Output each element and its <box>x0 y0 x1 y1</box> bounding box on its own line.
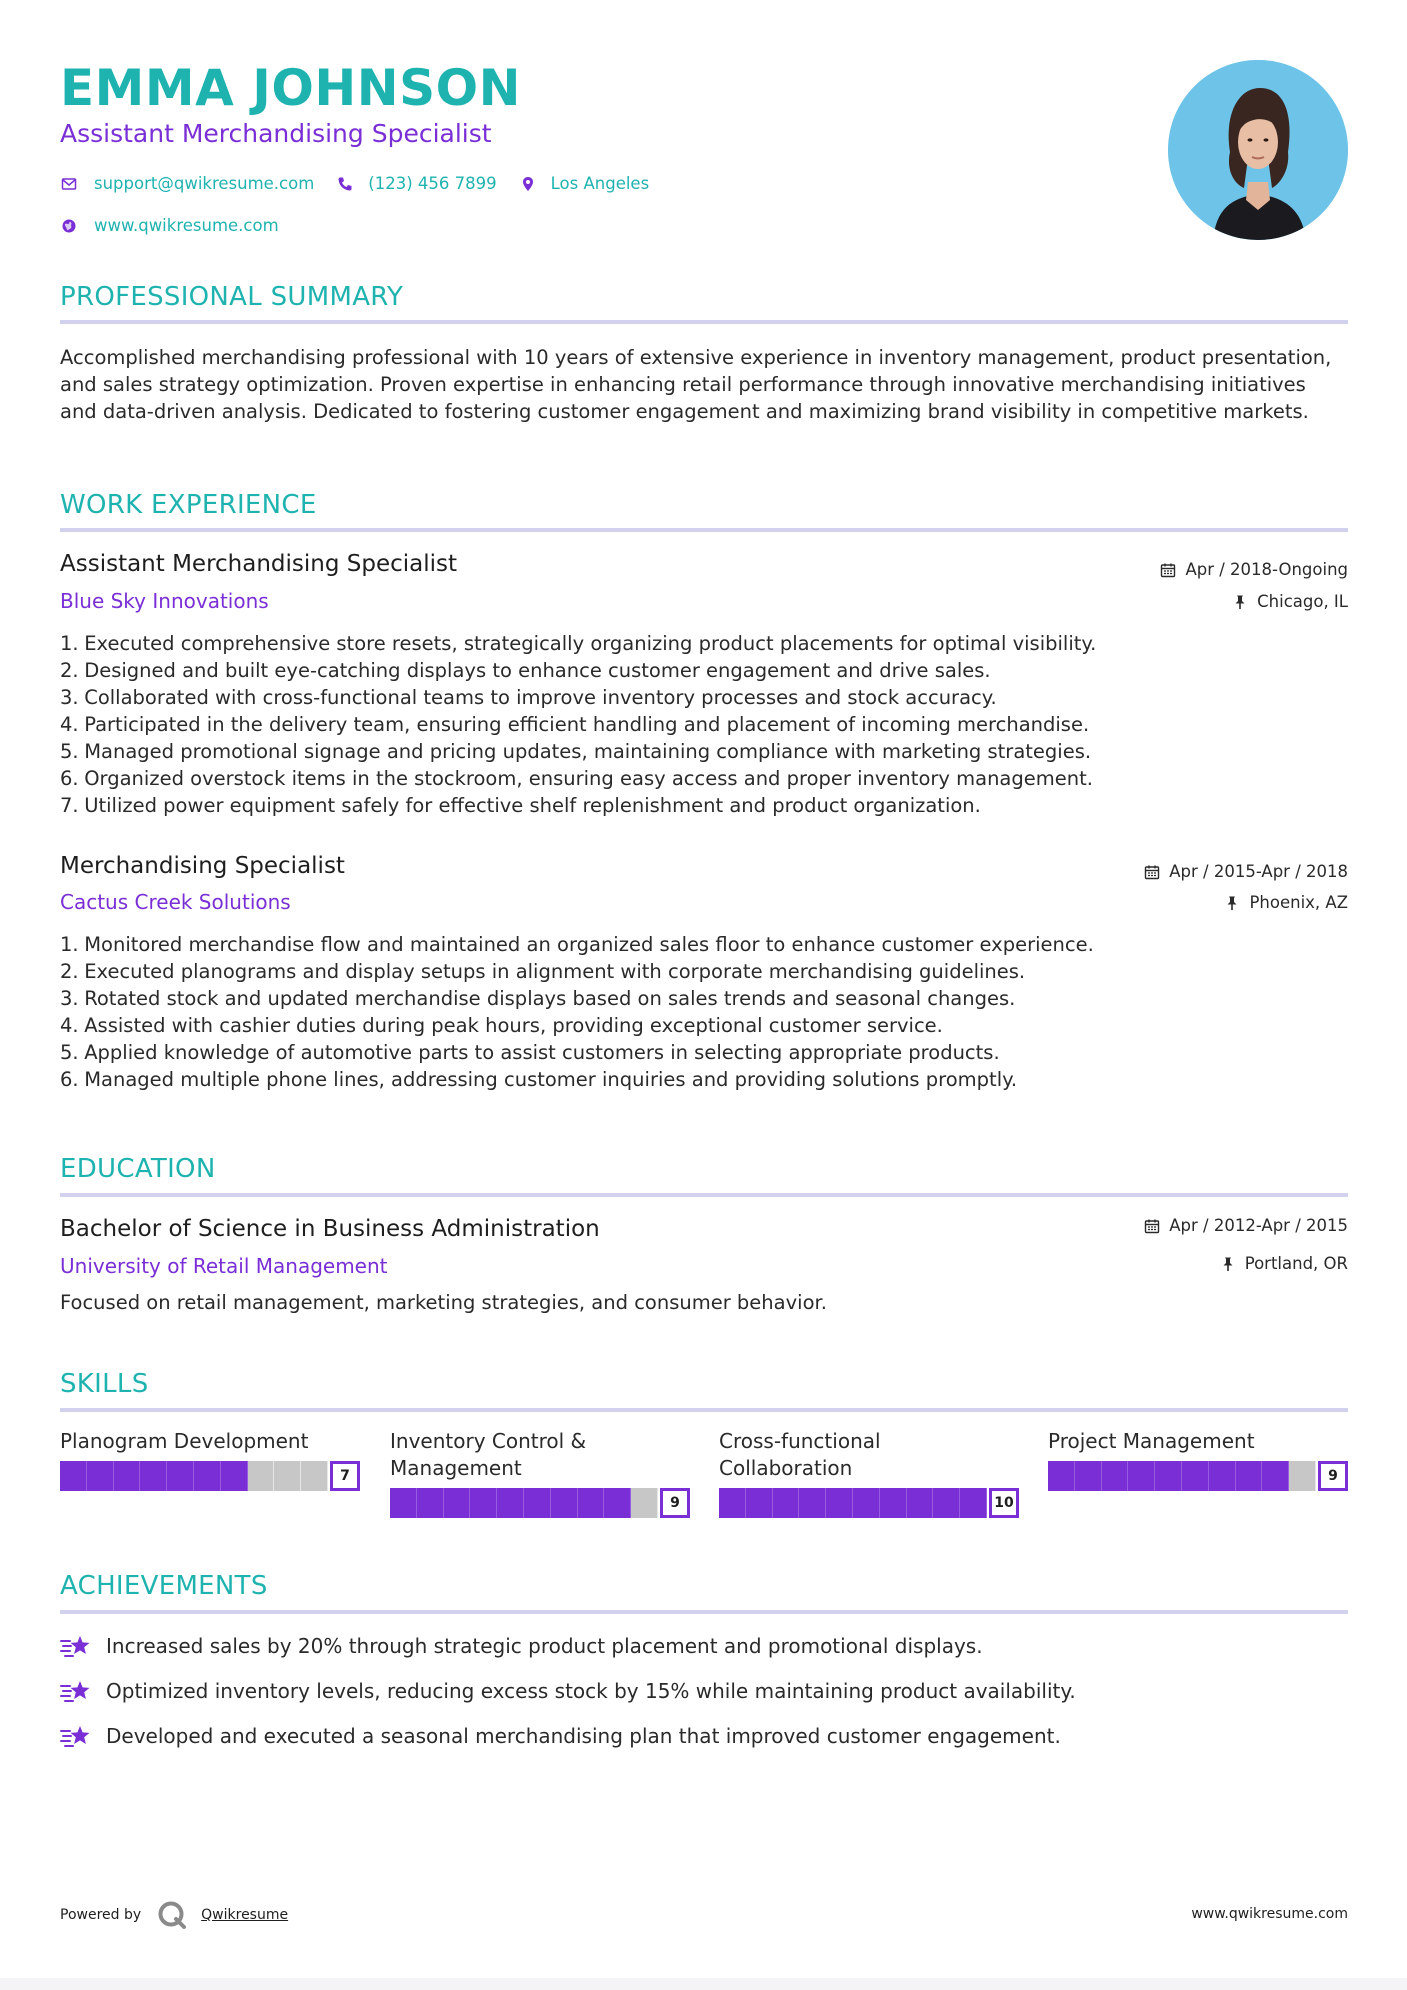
list-item: 7. Utilized power equipment safely for effective shelf replenishment and product organization. <box>60 794 981 817</box>
section-divider <box>60 1193 1348 1197</box>
skill-segment-filled <box>1236 1461 1263 1491</box>
skill-item <box>1048 1428 1348 1491</box>
skill-segment-filled <box>826 1488 853 1518</box>
skill-segments <box>1048 1461 1316 1491</box>
skill-segment-filled <box>444 1488 471 1518</box>
list-item: 1. Monitored merchandise flow and maintained an organized sales floor to enhance customer experience. <box>60 933 1094 956</box>
skill-name: Inventory Control & Management <box>390 1429 587 1480</box>
globe-icon <box>60 217 78 235</box>
job-dates <box>1144 861 1348 883</box>
skill-segment-filled <box>578 1488 605 1518</box>
skill-level-bar <box>60 1461 360 1491</box>
list-item: 2. Designed and built eye-catching displays to enhance customer engagement and drive sales. <box>60 659 991 682</box>
skill-segment-filled <box>1155 1461 1182 1491</box>
list-item: 6. Organized overstock items in the stockroom, ensuring easy access and proper inventory management. <box>60 767 1093 790</box>
job-title: Assistant Merchandising Specialist <box>60 551 458 577</box>
education-location <box>1220 1253 1348 1275</box>
pushpin-icon <box>1224 895 1240 911</box>
skill-segment-filled <box>719 1488 746 1518</box>
education-location-text: Portland, OR <box>1244 1254 1348 1273</box>
skill-level-bar <box>1048 1461 1348 1491</box>
skill-segment-filled <box>746 1488 773 1518</box>
job-company: Cactus Creek Solutions <box>60 890 291 914</box>
envelope-icon <box>60 175 78 193</box>
contact-row <box>60 173 671 195</box>
skill-segment-filled <box>1209 1461 1236 1491</box>
skill-score: 9 <box>1318 1461 1348 1491</box>
skill-segment-filled <box>497 1488 524 1518</box>
list-item: 3. Collaborated with cross-functional teams to improve inventory processes and stock accuracy. <box>60 686 997 709</box>
contact-phone[interactable] <box>336 173 496 195</box>
education-dates-text: Apr / 2012-Apr / 2015 <box>1169 1216 1348 1235</box>
contact-website[interactable] <box>60 215 279 237</box>
skill-score: 10 <box>989 1488 1019 1518</box>
qwikresume-link[interactable]: Qwikresume <box>201 1907 289 1923</box>
contact-location <box>519 173 650 195</box>
skill-segment-filled <box>167 1461 194 1491</box>
section-divider <box>60 320 1348 324</box>
degree-title: Bachelor of Science in Business Administration <box>60 1216 600 1242</box>
section-divider <box>60 1408 1348 1412</box>
section-title-achievements: ACHIEVEMENTS <box>60 1571 268 1601</box>
job-location <box>1224 892 1348 914</box>
skill-item <box>390 1428 690 1518</box>
skill-segment-filled <box>524 1488 551 1518</box>
pushpin-icon <box>1220 1256 1236 1272</box>
map-pin-icon <box>519 175 537 193</box>
skill-segment-filled <box>551 1488 578 1518</box>
powered-by-label: Powered by <box>60 1907 142 1923</box>
skill-score: 9 <box>660 1488 690 1518</box>
skill-segment-empty <box>301 1461 328 1491</box>
achievement-text: Developed and executed a seasonal merchandising plan that improved customer engagement. <box>106 1724 1061 1748</box>
skill-segment-filled <box>960 1488 987 1518</box>
skill-segment-filled <box>140 1461 167 1491</box>
skill-segment-empty <box>248 1461 275 1491</box>
section-title-experience: WORK EXPERIENCE <box>60 490 317 520</box>
skill-segment-filled <box>417 1488 444 1518</box>
pushpin-icon <box>1232 594 1248 610</box>
skill-item <box>719 1428 1019 1518</box>
job-dates <box>1160 559 1348 581</box>
achievement-text: Increased sales by 20% through strategic product placement and promotional displays. <box>106 1634 983 1658</box>
skill-segment-filled <box>1075 1461 1102 1491</box>
skill-segment-filled <box>799 1488 826 1518</box>
section-title-education: EDUCATION <box>60 1154 216 1184</box>
skill-segment-filled <box>1262 1461 1289 1491</box>
skill-segments <box>719 1488 987 1518</box>
section-divider <box>60 1610 1348 1614</box>
section-title-summary: PROFESSIONAL SUMMARY <box>60 282 404 312</box>
skill-segment-filled <box>60 1461 87 1491</box>
skill-segment-filled <box>1182 1461 1209 1491</box>
skill-segment-filled <box>114 1461 141 1491</box>
achievement-item <box>60 1677 1076 1705</box>
contact-row-web <box>60 215 301 237</box>
list-item: 5. Applied knowledge of automotive parts to assist customers in selecting appropriate products. <box>60 1041 1000 1064</box>
qwikresume-logo-icon <box>157 1900 187 1930</box>
skill-segment-filled <box>390 1488 417 1518</box>
list-item: 3. Rotated stock and updated merchandise displays based on sales trends and seasonal changes. <box>60 987 1016 1010</box>
shooting-star-icon <box>60 1632 92 1660</box>
skill-segment-filled <box>604 1488 631 1518</box>
skill-segment-empty <box>274 1461 301 1491</box>
section-divider <box>60 528 1348 532</box>
list-item: 2. Executed planograms and display setups in alignment with corporate merchandising guidelines. <box>60 960 1026 983</box>
skill-segment-filled <box>1102 1461 1129 1491</box>
email-text: support@qwikresume.com <box>94 174 315 193</box>
job-location-text: Phoenix, AZ <box>1249 893 1348 912</box>
skill-level-bar <box>719 1488 1019 1518</box>
contact-email[interactable] <box>60 173 314 195</box>
skill-segment-filled <box>470 1488 497 1518</box>
skill-segment-filled <box>907 1488 934 1518</box>
candidate-name: EMMA JOHNSON <box>60 59 521 117</box>
achievement-item <box>60 1632 983 1660</box>
skill-segments <box>390 1488 658 1518</box>
calendar-icon <box>1160 562 1176 578</box>
candidate-role: Assistant Merchandising Specialist <box>60 119 492 148</box>
phone-icon <box>336 175 354 193</box>
skill-segments <box>60 1461 328 1491</box>
shooting-star-icon <box>60 1677 92 1705</box>
skill-segment-filled <box>773 1488 800 1518</box>
achievement-text: Optimized inventory levels, reducing excess stock by 15% while maintaining product availability. <box>106 1679 1076 1703</box>
skill-segment-filled <box>933 1488 960 1518</box>
education-dates <box>1144 1215 1348 1237</box>
skill-segment-empty <box>1289 1461 1316 1491</box>
job-location-text: Chicago, IL <box>1257 592 1348 611</box>
skill-name: Planogram Development <box>60 1429 309 1453</box>
phone-text: (123) 456 7899 <box>368 174 497 193</box>
skill-level-bar <box>390 1488 690 1518</box>
skill-segment-empty <box>631 1488 658 1518</box>
skill-segment-filled <box>1128 1461 1155 1491</box>
school-name: University of Retail Management <box>60 1254 388 1278</box>
list-item: 5. Managed promotional signage and pricing updates, maintaining compliance with marketing strategies. <box>60 740 1092 763</box>
bottom-band <box>0 1978 1407 1990</box>
avatar <box>1168 60 1348 240</box>
job-bullets <box>60 630 1348 819</box>
skill-segment-filled <box>853 1488 880 1518</box>
list-item: 4. Assisted with cashier duties during peak hours, providing exceptional customer service. <box>60 1014 943 1037</box>
job-dates-text: Apr / 2015-Apr / 2018 <box>1169 862 1348 881</box>
skill-segment-filled <box>1048 1461 1075 1491</box>
job-title: Merchandising Specialist <box>60 853 345 879</box>
skill-score: 7 <box>330 1461 360 1491</box>
summary-text: Accomplished merchandising professional with 10 years of extensive experience in inventory management, product presentation, and sales strategy optimization. Proven expertise in enhancing retail performance through innovative merchandising initiatives and data-driven analysis. Dedicated to fostering customer engagement and maximizing brand visibility in competitive markets. <box>60 346 1332 423</box>
skill-name: Project Management <box>1048 1429 1255 1453</box>
skill-name: Cross-functional Collaboration <box>719 1429 881 1480</box>
shooting-star-icon <box>60 1722 92 1750</box>
education-description: Focused on retail management, marketing strategies, and consumer behavior. <box>60 1291 827 1314</box>
footer-url[interactable]: www.qwikresume.com <box>1191 1906 1348 1922</box>
list-item: 4. Participated in the delivery team, ensuring efficient handling and placement of incoming merchandise. <box>60 713 1090 736</box>
calendar-icon <box>1144 1218 1160 1234</box>
list-item: 6. Managed multiple phone lines, addressing customer inquiries and providing solutions promptly. <box>60 1068 1018 1091</box>
job-company: Blue Sky Innovations <box>60 589 269 613</box>
footer-branding <box>60 1900 288 1930</box>
achievement-item <box>60 1722 1061 1750</box>
list-item: 1. Executed comprehensive store resets, strategically organizing product placements for optimal visibility. <box>60 632 1097 655</box>
job-dates-text: Apr / 2018-Ongoing <box>1185 560 1348 579</box>
skill-item <box>60 1428 360 1491</box>
calendar-icon <box>1144 864 1160 880</box>
skill-segment-filled <box>880 1488 907 1518</box>
skill-segment-filled <box>87 1461 114 1491</box>
website-text: www.qwikresume.com <box>94 216 279 235</box>
skill-segment-filled <box>221 1461 248 1491</box>
job-bullets <box>60 931 1348 1093</box>
skill-segment-filled <box>194 1461 221 1491</box>
job-location <box>1232 591 1348 613</box>
section-title-skills: SKILLS <box>60 1369 149 1399</box>
location-text: Los Angeles <box>550 174 650 193</box>
